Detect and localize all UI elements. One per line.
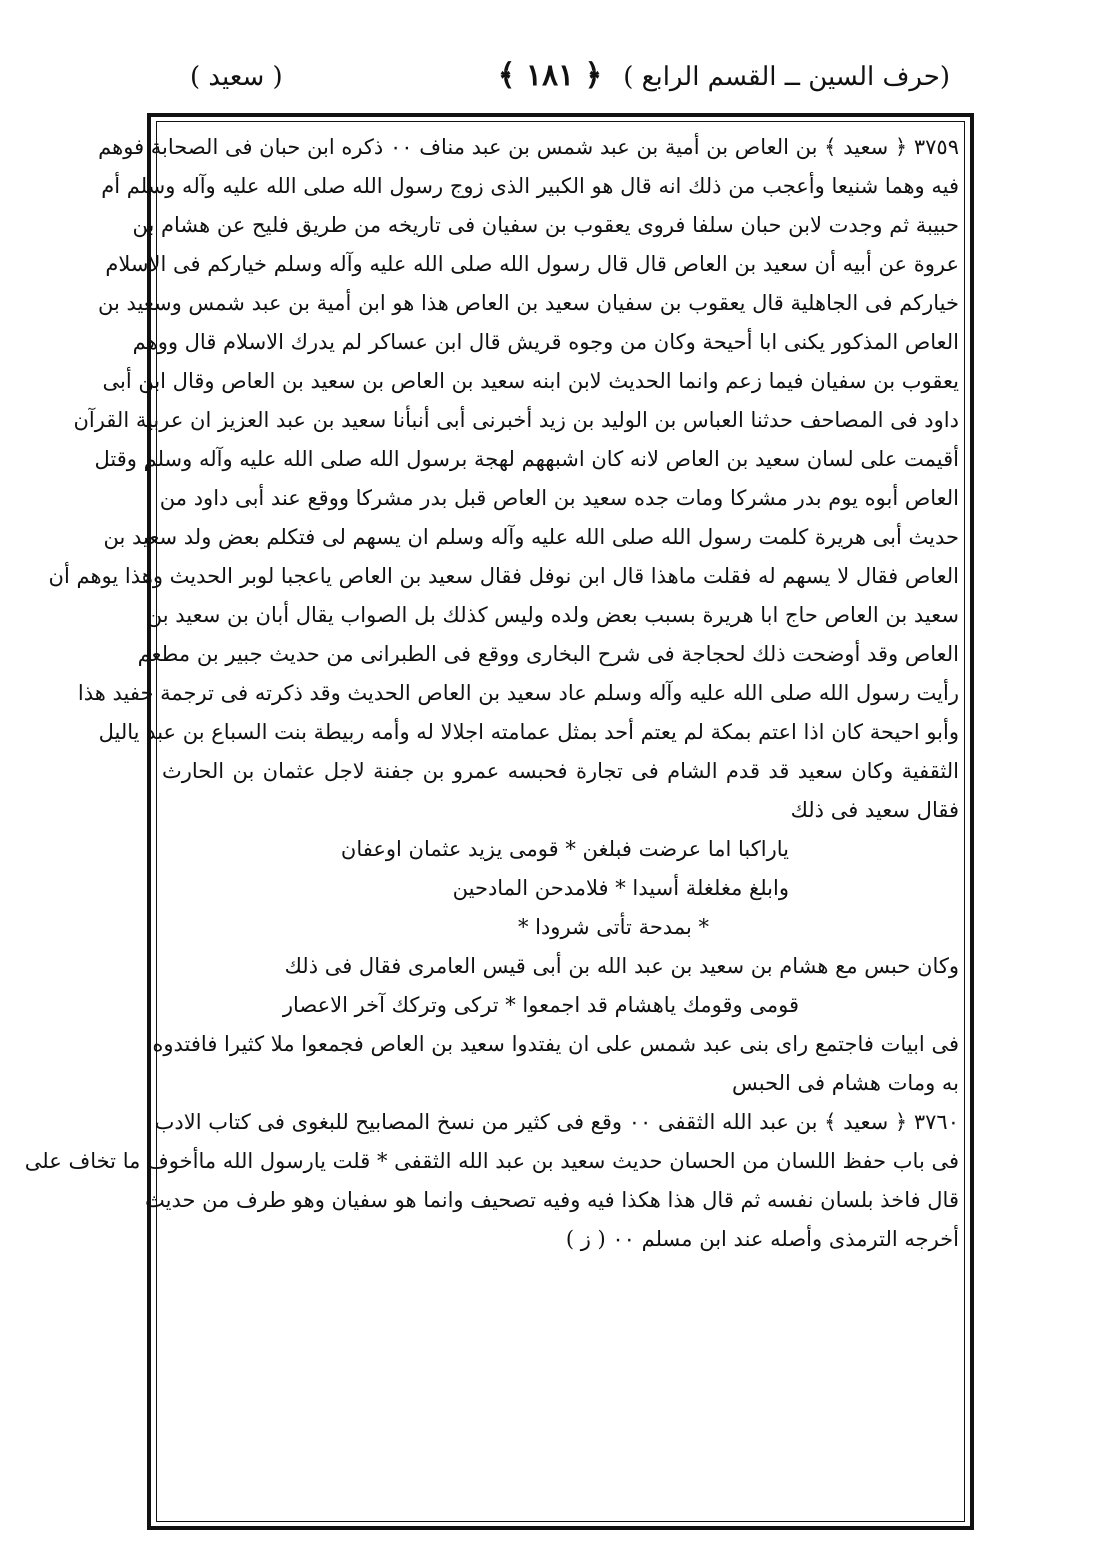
page-header [150,58,950,102]
text-line: يعقوب بن سفيان فيما زعم وانما الحديث لابن ابنه سعيد بن العاص بن سعيد بن العاص وقال ابن أبى [102,369,959,393]
text-line: خياركم فى الجاهلية قال يعقوب بن سفيان سعيد بن العاص هذا هو ابن أمية بن عبد شمس وسعيد بن [97,291,959,315]
text-line: العاص المذكور يكنى ابا أحيحة وكان من وجوه قريش قال ابن عساكر لم يدرك الاسلام قال ووهم [132,330,959,354]
text-line: رأيت رسول الله صلى الله عليه وآله وسلم عاد سعيد بن العاص الحديث وقد ذكرته فى ترجمة حفيد هذا [77,681,959,705]
text-line: ٣٧٦٠ ﴿ سعيد ﴾ بن عبد الله الثقفى ٠٠ وقع فى كثير من نسخ المصابيح للبغوى فى كتاب الادب [154,1110,959,1134]
text-line: حديث أبى هريرة كلمت رسول الله صلى الله عليه وآله وسلم ان يسهم لى فتكلم بعض ولد سعيد بن [103,525,959,549]
text-line: فى ابيات فاجتمع راى بنى عبد شمس على ان يفتدوا سعيد بن العاص فجمعوا ملا كثيرا فافتدوه [152,1032,959,1056]
text-line: فيه وهما شنيعا وأعجب من ذلك انه قال هو الكبير الذى زوج رسول الله صلى الله عليه وآله وسلم أم [101,174,959,198]
text-line: ٣٧٥٩ ﴿ سعيد ﴾ بن العاص بن أمية بن عبد شمس بن عبد مناف ٠٠ ذكره ابن حبان فى الصحابة فوهم [98,135,959,159]
text-line: العاص فقال لا يسهم له فقلت ماهذا قال ابن نوفل فقال سعيد بن العاص ياعجبا لوبر الحديث وهذا يوهم أن [48,564,959,588]
page-body [24,128,959,1453]
text-line: فى باب حفظ اللسان من الحسان حديث سعيد بن عبد الله الثقفى * قلت يارسول الله ماأخوف ما تخاف على [24,1149,959,1173]
text-line: العاص أبوه يوم بدر مشركا ومات جده سعيد بن العاص قبل بدر مشركا ووقع عند أبى داود من [159,486,959,510]
text-line: داود فى المصاحف حدثنا العباس بن الوليد بن زيد أخبرنى أبى أنبأنا سعيد بن عبد العزيز ان عربية القرآن [73,408,959,432]
text-line: وأبو احيحة كان اذا اعتم بمكة لم يعتم أحد بمثل عمامته اجلالا له وأمه ربيطة بنت السباع بن عبد ياليل [98,720,959,744]
text-line: العاص وقد أوضحت ذلك لحجاجة فى شرح البخارى ووقع فى الطبرانى من حديث جبير بن مطعم [137,642,959,666]
text-line: فقال سعيد فى ذلك [790,798,959,822]
text-line: سعيد بن العاص حاج ابا هريرة بسبب بعض ولده وليس كذلك بل الصواب يقال أبان بن سعيد بن [146,603,959,627]
text-line: أخرجه الترمذى وأصله عند ابن مسلم ٠٠ ( ز ) [565,1227,959,1251]
running-title: (حرف السين ــ القسم الرابع ) [623,62,950,92]
text-line: وكان حبس مع هشام بن سعيد بن عبد الله بن أبى قيس العامرى فقال فى ذلك [284,954,959,978]
text-line: قال فاخذ بلسان نفسه ثم قال هذا هكذا فيه وفيه تصحيف وانما هو سفيان وهو طرف من حديث [145,1188,959,1212]
poem-verse: * بمدحة تأتى شرودا * [517,915,709,939]
poem-verse: ياراكبا اما عرضت فبلغن * قومى يزيد عثمان اوعفان [340,837,789,861]
page-number: ﴿ ١٨١ ﴾ [497,58,603,93]
text-line: عروة عن أبيه أن سعيد بن العاص قال قال رسول الله صلى الله عليه وآله وسلم خياركم فى الاسلام [105,252,959,276]
text-line: به ومات هشام فى الحبس [731,1071,959,1095]
text-line: الثقفية وكان سعيد قد قدم الشام فى تجارة فحبسه عمرو بن جفنة لاجل عثمان بن الحارث [162,759,959,783]
poem-verse: قومى وقومك ياهشام قد اجمعوا * تركى وتركك آخر الاعصار [282,993,799,1017]
text-line: حبيبة ثم وجدت لابن حبان سلفا فروى يعقوب بن سفيان فى تاريخه من طريق فليح عن هشام بن [132,213,959,237]
entry-label: ( سعيد ) [190,62,283,92]
poem-verse: وابلغ مغلغلة أسيدا * فلامدحن المادحين [452,876,789,900]
text-line: أقيمت على لسان سعيد بن العاص لانه كان اشبههم لهجة برسول الله صلى الله عليه وآله وسلم وقتل [94,447,959,471]
